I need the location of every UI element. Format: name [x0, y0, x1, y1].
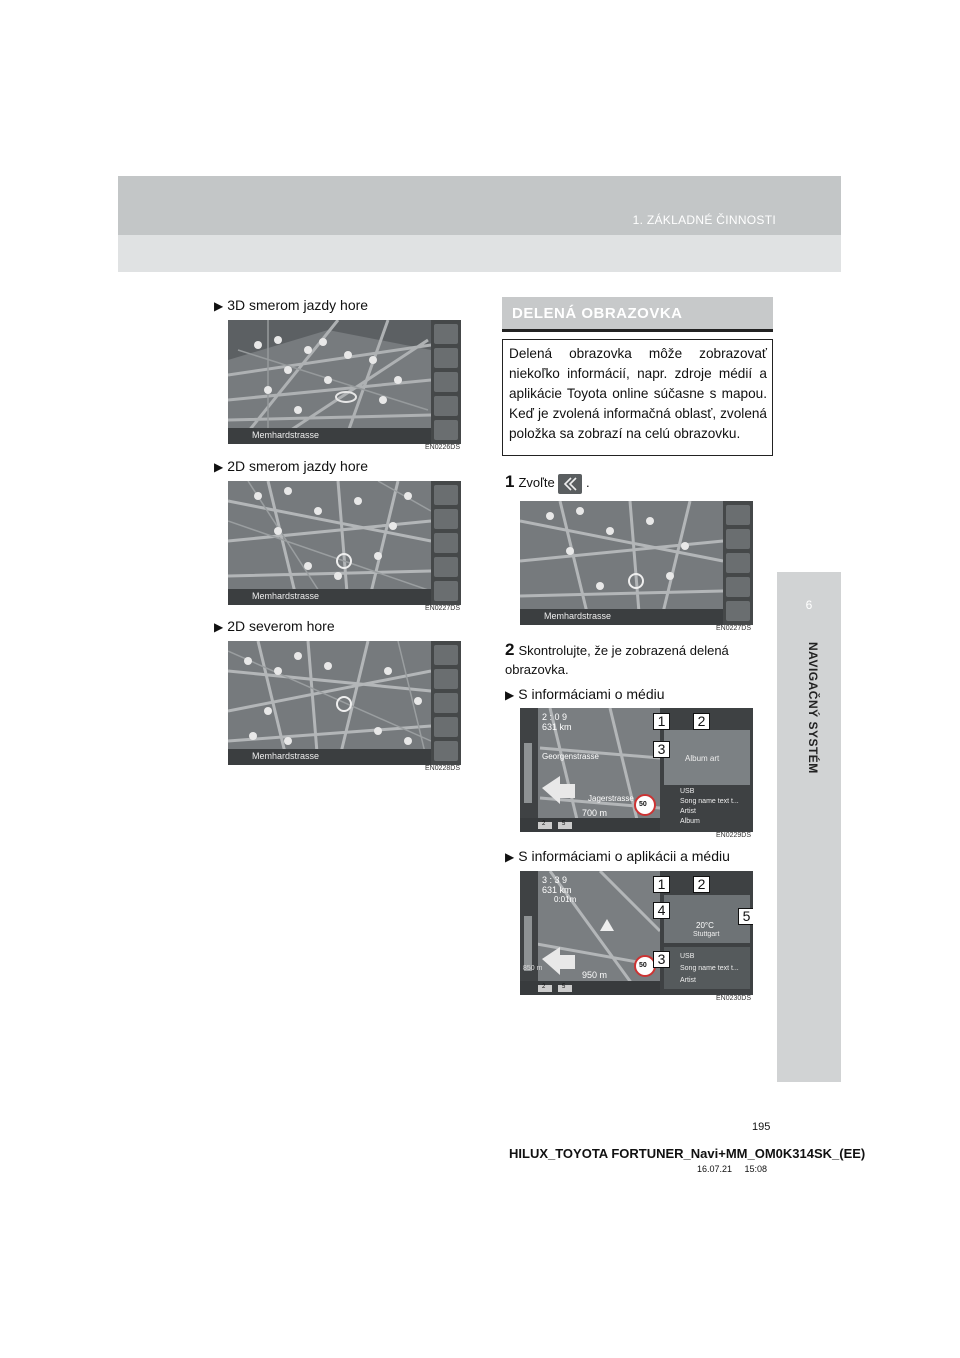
step-2: 2 Skontrolujte, že je zobrazená delená obrazovka.	[505, 640, 729, 677]
image-code: EN0226DS	[425, 444, 461, 451]
bullet-arrow-icon: ▶	[214, 460, 224, 474]
image-code: EN0227DS	[425, 605, 461, 612]
bullet-2d-heading-up: ▶ 2D smerom jazdy hore	[214, 458, 369, 474]
map-screenshot-step1	[520, 501, 753, 625]
callout-1: 1	[653, 876, 670, 893]
map-screenshot-2d-north	[228, 641, 461, 765]
callout-2: 2	[693, 876, 710, 893]
image-code: EN0229DS	[716, 832, 752, 839]
image-code: EN0227DS	[716, 625, 752, 632]
street-name: Memhardstrasse	[252, 591, 320, 601]
print-timestamp: 16.07.21 15:08	[697, 1164, 768, 1174]
bullet-arrow-icon: ▶	[505, 688, 515, 702]
callout-3: 3	[653, 741, 670, 758]
info-box	[502, 339, 773, 456]
info-text: Delená obrazovka môže zobrazovať niekoľko informácií, napr. zdroje médií a aplikácie Toyota online súčasne s mapou. Keď je zvolená informačná oblasť, zvolená položka sa zobrazí na celú obrazovku.	[509, 346, 767, 441]
chapter-label: NAVIGAČNÝ SYSTÉM	[806, 642, 820, 774]
split-screenshot-app-media: 3 : 3 9 631 km 0:01m 850 m 950 m 50 2 5 20°C Stuttgart USB Song name text t... Artist 1 2 4 5 3	[520, 871, 753, 995]
header-subband	[118, 235, 841, 272]
chapter-number: 6	[805, 598, 813, 612]
bullet-app-media-info: ▶ S informáciami o aplikácii a médiu	[505, 848, 730, 864]
page-number: 195	[752, 1121, 771, 1133]
section-title: 1. ZÁKLADNÉ ČINNOSTI	[632, 213, 776, 227]
callout-1: 1	[653, 713, 670, 730]
street-name: Memhardstrasse	[544, 611, 612, 621]
bullet-arrow-icon: ▶	[214, 620, 224, 634]
split-screenshot-media: 2 : 0 9 631 km Georgenstrasse Jagerstrasse 700 m 50 2 5 Album art USB Song name text t... Artist Album 1 2 3	[520, 708, 753, 832]
split-screen-icon	[558, 474, 582, 494]
bullet-arrow-icon: ▶	[505, 850, 515, 864]
street-name: Memhardstrasse	[252, 430, 320, 440]
chapter-tab	[777, 572, 841, 1082]
image-code: EN0228DS	[425, 765, 461, 772]
bullet-2d-north-up: ▶ 2D severom hore	[214, 618, 335, 634]
document-id: HILUX_TOYOTA FORTUNER_Navi+MM_OM0K314SK_(EE)	[509, 1146, 866, 1161]
callout-4: 4	[653, 902, 670, 919]
map-screenshot-2d-up	[228, 481, 461, 605]
callout-3: 3	[653, 951, 670, 968]
step-1: 1 Zvoľte .	[505, 472, 590, 494]
street-name: Memhardstrasse	[252, 751, 320, 761]
bullet-3d-heading-up: ▶ 3D smerom jazdy hore	[214, 297, 369, 313]
callout-2: 2	[693, 713, 710, 730]
bullet-arrow-icon: ▶	[214, 299, 224, 313]
callout-5: 5	[738, 908, 753, 925]
section-heading: DELENÁ OBRAZOVKA	[502, 297, 773, 332]
bullet-media-info: ▶ S informáciami o médiu	[505, 686, 665, 702]
image-code: EN0230DS	[716, 995, 752, 1002]
map-screenshot-3d	[228, 320, 461, 444]
